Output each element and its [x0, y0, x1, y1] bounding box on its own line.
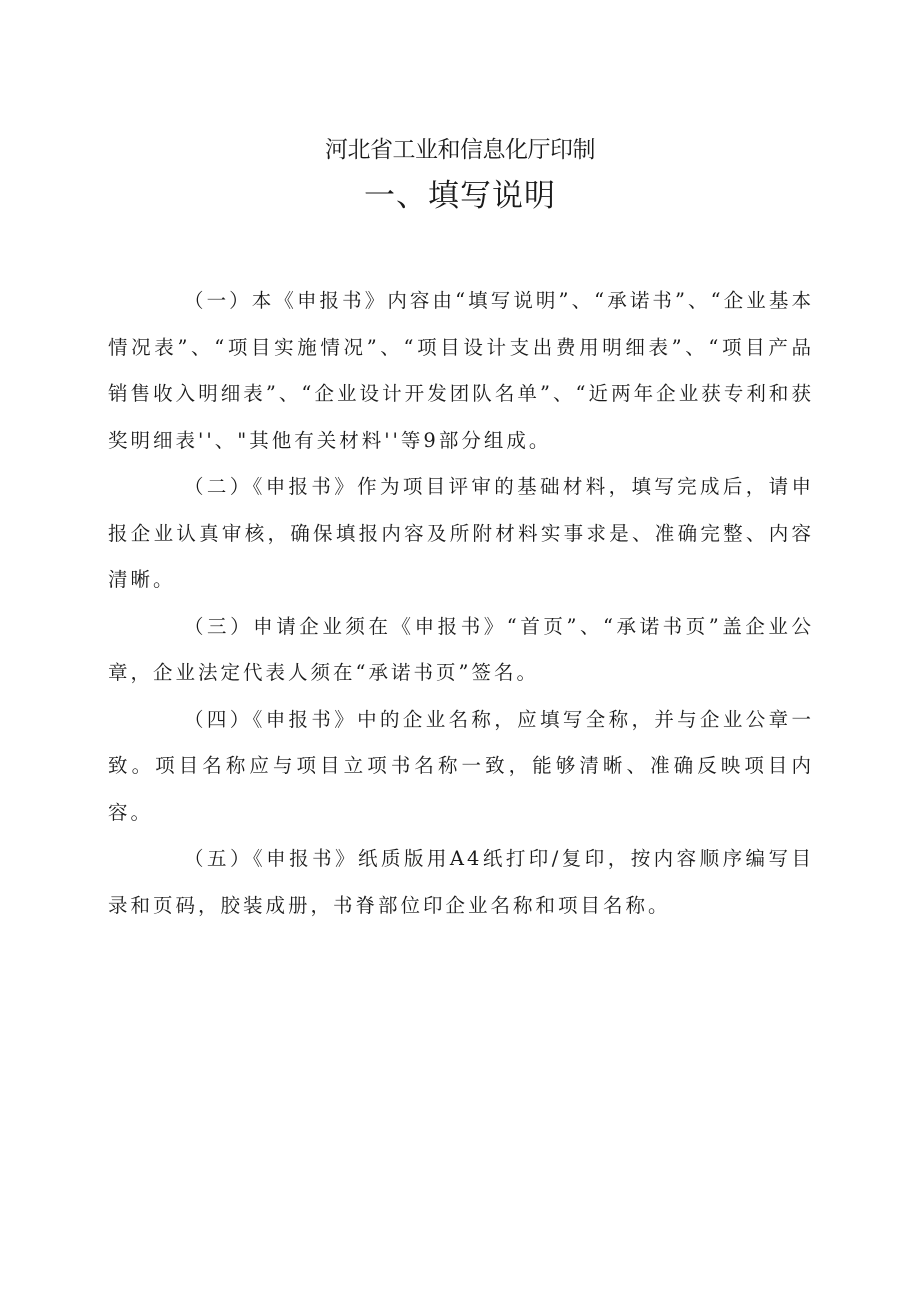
instruction-paragraph-4: （四）《申报书》中的企业名称，应填写全称，并与企业公章一致。项目名称应与项目立项书名称一致，能够清晰、准确反映项目内容。	[108, 707, 814, 824]
instruction-paragraph-5: （五）《申报书》纸质版用A4纸打印/复印，按内容顺序编写目录和页码，胶装成册，书脊部位印企业名称和项目名称。	[108, 847, 814, 917]
section-heading: 一、填写说明	[364, 178, 556, 214]
instruction-paragraph-2: （二）《申报书》作为项目评审的基础材料，填写完成后，请申报企业认真审核，确保填报内容及所附材料实事求是、准确完整、内容清晰。	[108, 475, 814, 591]
issuer-line: 河北省工业和信息化厅印制	[325, 137, 595, 163]
instruction-paragraph-1: （一）本《申报书》内容由“填写说明”、“承诺书”、“企业基本情况表”、“项目实施情况”、“项目设计支出费用明细表”、“项目产品销售收入明细表”、“企业设计开发团队名单”、“近两年企业获专利和获奖明细表''、"其他有关材料''等9部分组成。	[108, 289, 814, 452]
instructions-body	[108, 278, 814, 929]
instruction-paragraph-3: （三）申请企业须在《申报书》“首页”、“承诺书页”盖企业公章，企业法定代表人须在“承诺书页”签名。	[108, 614, 814, 684]
